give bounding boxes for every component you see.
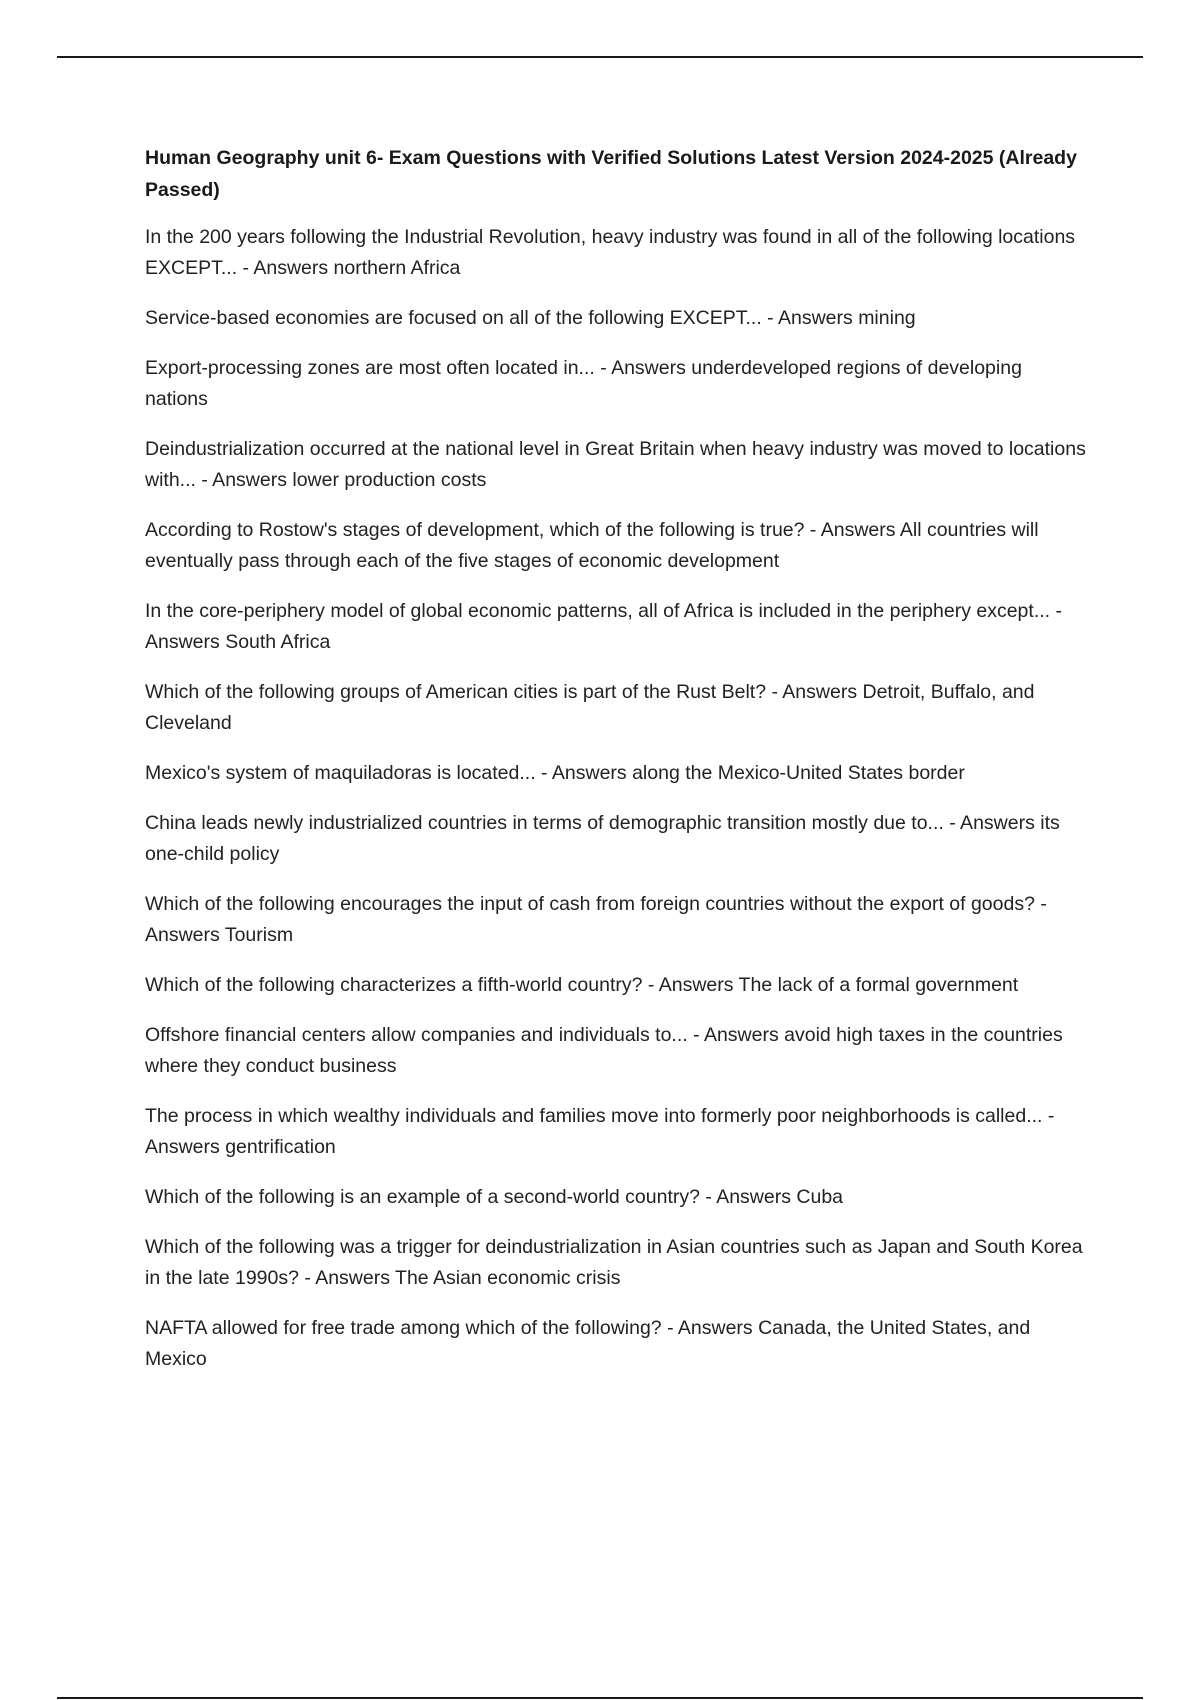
qa-item: Service-based economies are focused on all of the following EXCEPT... - Answers mining — [145, 307, 916, 329]
qa-item: In the core-periphery model of global economic patterns, all of Africa is included in the periphery except... - Answers South Africa — [145, 600, 1062, 653]
document-body — [145, 142, 1090, 1394]
document-title: Human Geography unit 6- Exam Questions with Verified Solutions Latest Version 2024-2025 (Already Passed) — [145, 147, 1077, 201]
top-divider — [57, 56, 1143, 58]
qa-item: Mexico's system of maquiladoras is located... - Answers along the Mexico-United States border — [145, 762, 965, 784]
qa-item: Which of the following characterizes a fifth-world country? - Answers The lack of a formal government — [145, 974, 1019, 996]
qa-item: Which of the following groups of American cities is part of the Rust Belt? - Answers Detroit, Buffalo, and Cleveland — [145, 681, 1035, 734]
qa-item: Offshore financial centers allow companies and individuals to... - Answers avoid high taxes in the countries where they conduct business — [145, 1024, 1063, 1077]
qa-item: NAFTA allowed for free trade among which of the following? - Answers Canada, the United States, and Mexico — [145, 1317, 1031, 1370]
qa-item: China leads newly industrialized countries in terms of demographic transition mostly due to... - Answers its one-child policy — [145, 812, 1060, 865]
qa-item: Which of the following encourages the input of cash from foreign countries without the export of goods? - Answers Tourism — [145, 893, 1047, 946]
qa-item: Deindustrialization occurred at the national level in Great Britain when heavy industry was moved to locations with... - Answers lower production costs — [145, 438, 1086, 491]
qa-item: Which of the following was a trigger for deindustrialization in Asian countries such as Japan and South Korea in the late 1990s? - Answers The Asian economic crisis — [145, 1236, 1083, 1289]
qa-item: In the 200 years following the Industrial Revolution, heavy industry was found in all of the following locations EXCEPT... - Answers northern Africa — [145, 226, 1076, 279]
qa-item: Export-processing zones are most often located in... - Answers underdeveloped regions of developing nations — [145, 357, 1022, 410]
qa-item: According to Rostow's stages of development, which of the following is true? - Answers All countries will eventually pass through each of the five stages of economic development — [145, 519, 1039, 572]
bottom-divider — [57, 1697, 1143, 1699]
qa-item: The process in which wealthy individuals and families move into formerly poor neighborhoods is called... - Answers gentrification — [145, 1105, 1055, 1158]
qa-item: Which of the following is an example of a second-world country? - Answers Cuba — [145, 1186, 844, 1208]
